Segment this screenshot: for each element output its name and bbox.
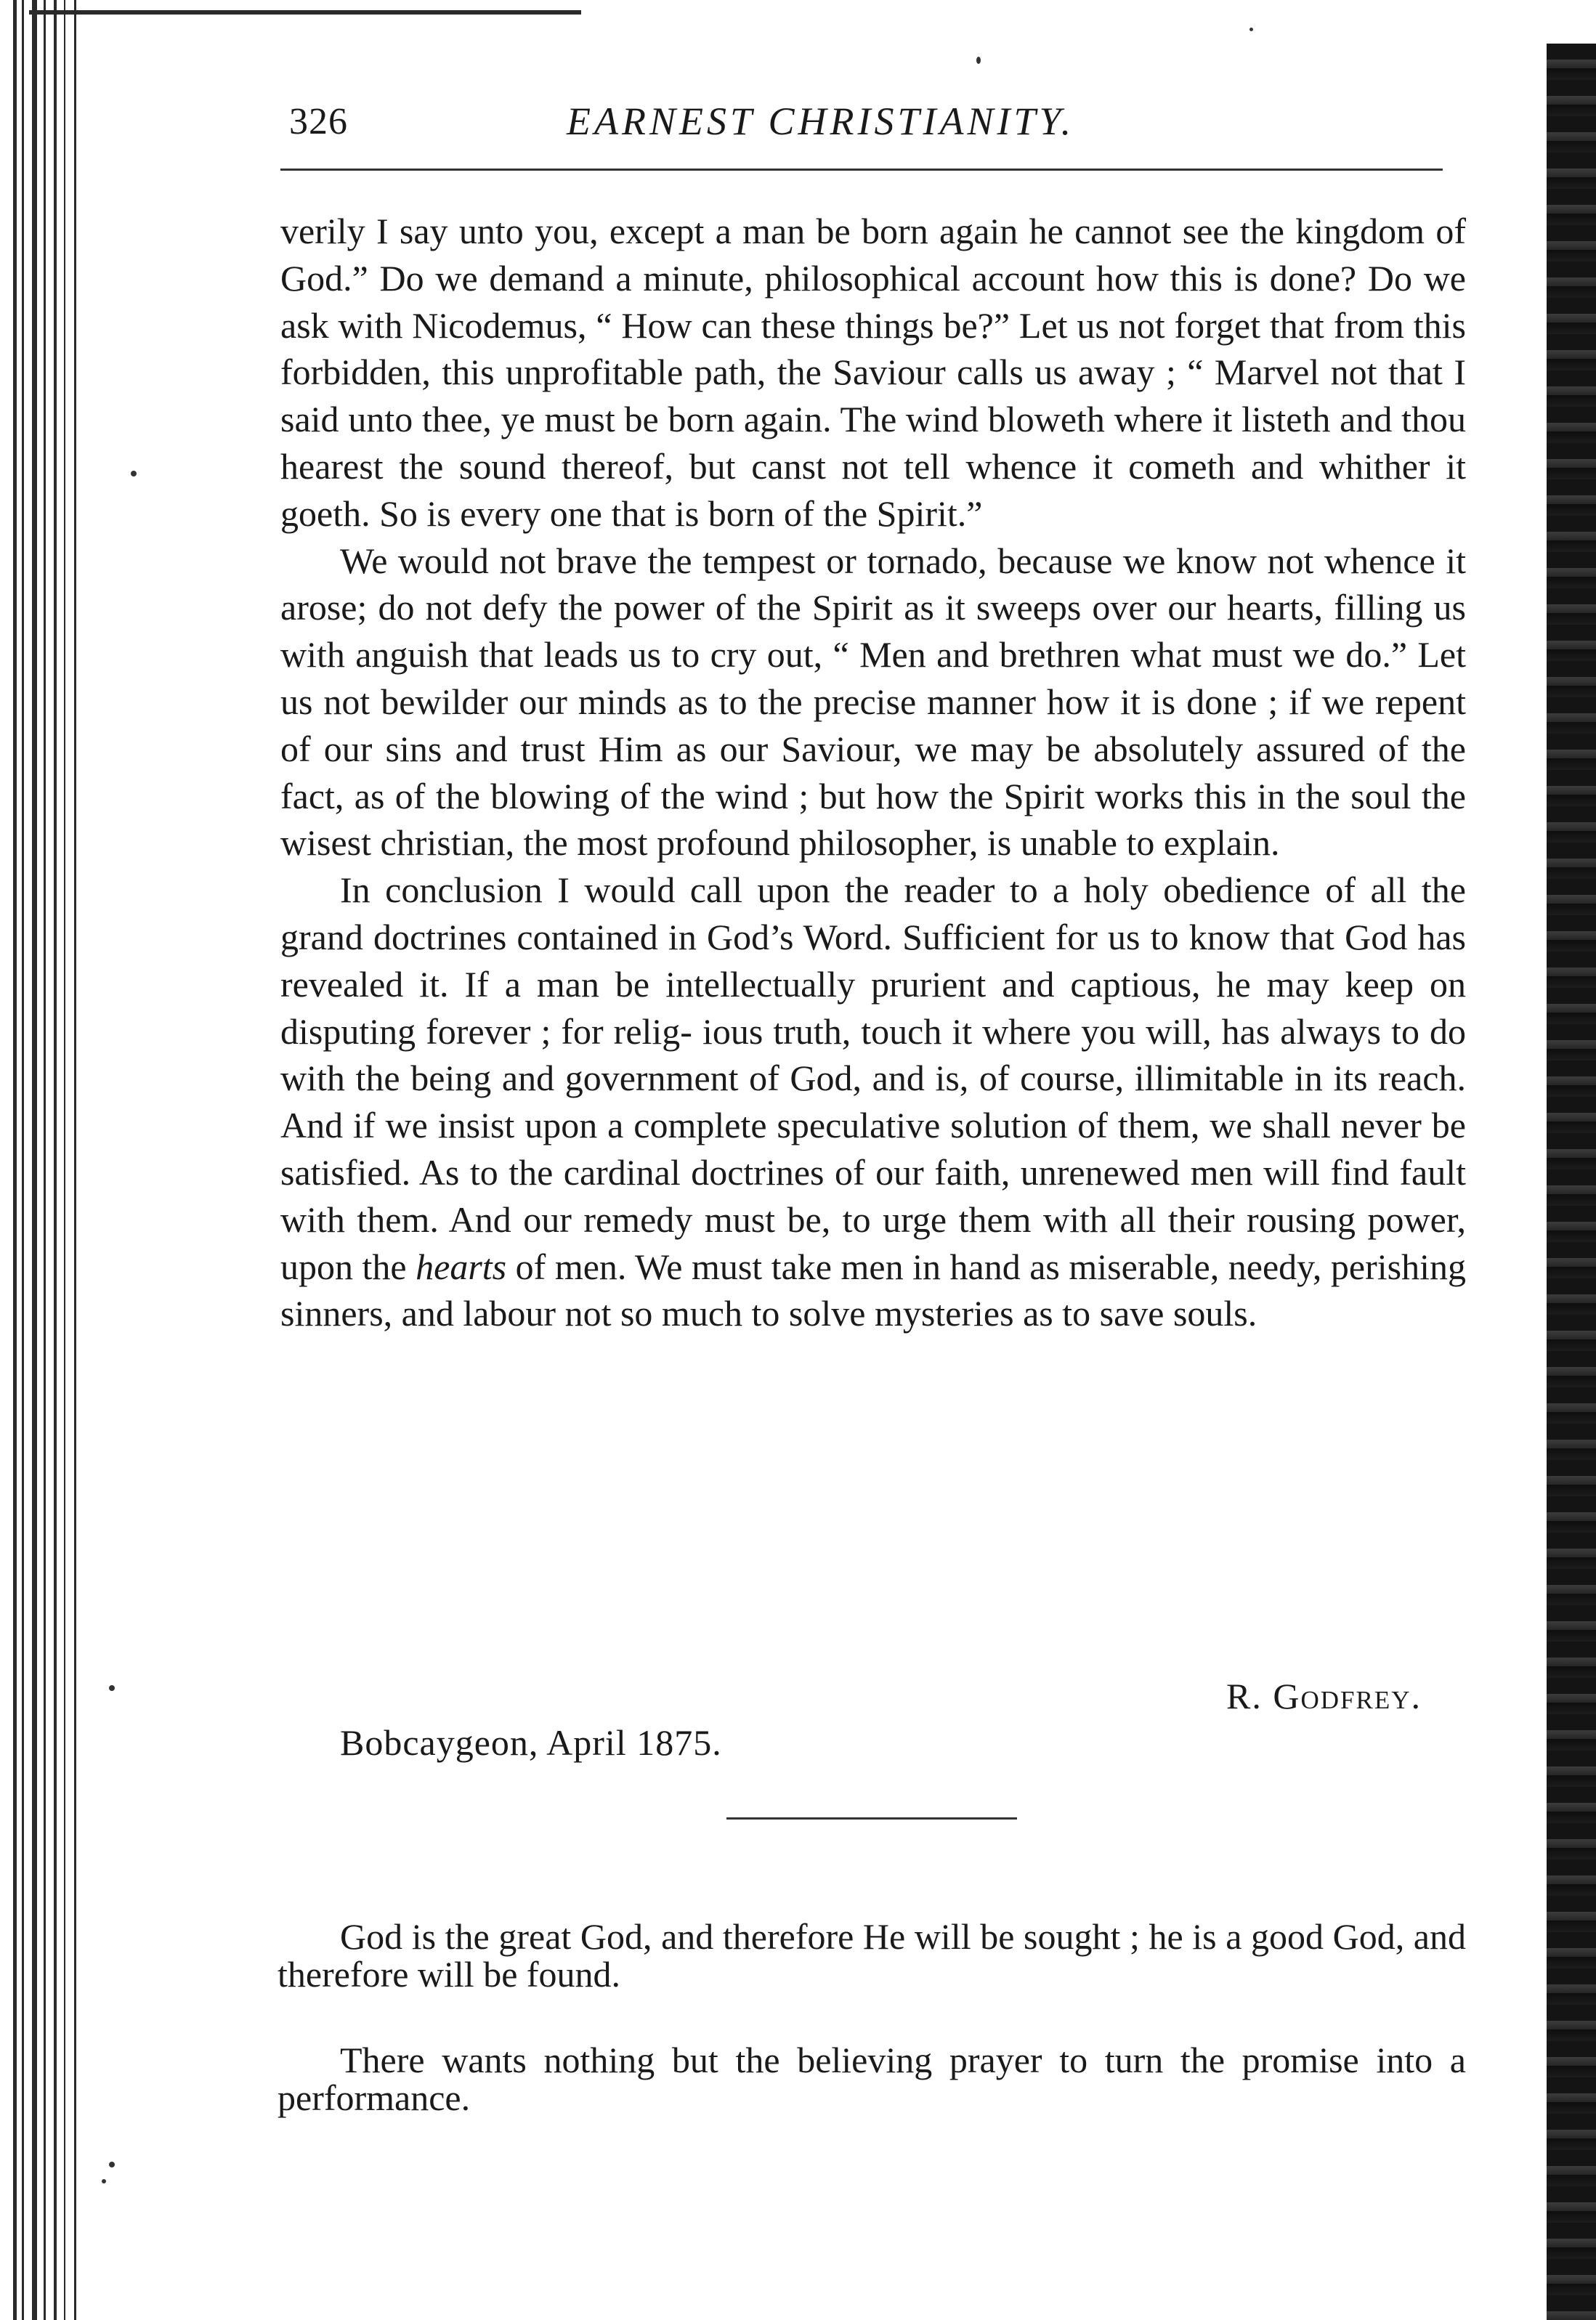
maxim — [278, 1918, 1466, 1993]
paragraph: verily I say unto you, except a man be born again he cannot see the kingdom of God.” Do we demand a minute, philosophical account how this is done? Do we ask with Nicodemus, “ How can these things be?” Let us not forget that from this forbidden, this unprofitable path, the Saviour calls us away ; “ Marvel not that I said unto thee, ye must be born again. The wind bloweth where it listeth and thou hearest the sound thereof, but canst not tell whence it cometh and whither it goeth. So is every one that is born of the Spirit.” — [280, 211, 1466, 534]
article-body — [280, 208, 1466, 1337]
paragraph: We would not brave the tempest or tornado, because we know not whence it arose; do not defy the power of the Spirit as it sweeps over our hearts, filling us with anguish that leads us to cry out, “ Men and brethren what must we do.” Let us not bewilder our minds as to the precise manner how it is done ; if we repent of our sins and trust Him as our Saviour, we may be absolutely assured of the fact, as of the blowing of the wind ; but how the Spirit works this in the soul the wisest christian, the most profound philosopher, is unable to explain. — [280, 540, 1466, 864]
page-edge-right — [1547, 44, 1596, 2320]
header-rule — [280, 169, 1443, 171]
signature-name: Godfrey. — [1273, 1676, 1422, 1716]
page-edge-left — [0, 0, 109, 2320]
maxim-text: God is the great God, and therefore He will be sought ; he is a good God, and therefore will be found. — [278, 1916, 1466, 1995]
page-number: 326 — [289, 101, 348, 142]
scan-speck — [109, 2162, 115, 2167]
author-signature — [1226, 1675, 1422, 1717]
scan-speck — [109, 1685, 115, 1691]
page-edge-top — [29, 10, 581, 15]
paragraph — [280, 867, 1466, 1337]
place-date: Bobcaygeon, April 1875. — [340, 1722, 722, 1763]
maxim — [278, 2041, 1466, 2117]
signature-initial: R. — [1226, 1676, 1273, 1716]
scan-speck — [1249, 28, 1253, 31]
scan-speck — [131, 471, 137, 476]
scan-speck — [976, 57, 981, 64]
maxim-text: There wants nothing but the believing prayer to turn the promise into a performance. — [278, 2040, 1466, 2118]
section-rule — [726, 1817, 1017, 1820]
emphasis: hearts — [416, 1246, 507, 1287]
running-head: EARNEST CHRISTIANITY. — [567, 100, 1075, 143]
paragraph-text: of men. We must take men in hand as miserable, needy, perishing sinners, and labour not so much to solve mysteries as to save souls. — [280, 1246, 1467, 1334]
paragraph-text: In conclusion I would call upon the reader to a holy obedience of all the grand doctrines contained in God’s Word. Sufficient for us to know that God has revealed it. If a man be intellectually prurient and captious, he may keep on disputing forever ; for relig- ious truth, touch it where you will, has always to do with the being and government of God, and is, of course, illimitable in its reach. And if we insist upon a complete speculative solution of them, we shall never be satisfied. As to the cardinal doctrines of our faith, unrenewed men will find fault with them. And our remedy must be, to urge them with all their rousing power, upon the — [280, 869, 1466, 1287]
scan-speck — [102, 2179, 106, 2183]
